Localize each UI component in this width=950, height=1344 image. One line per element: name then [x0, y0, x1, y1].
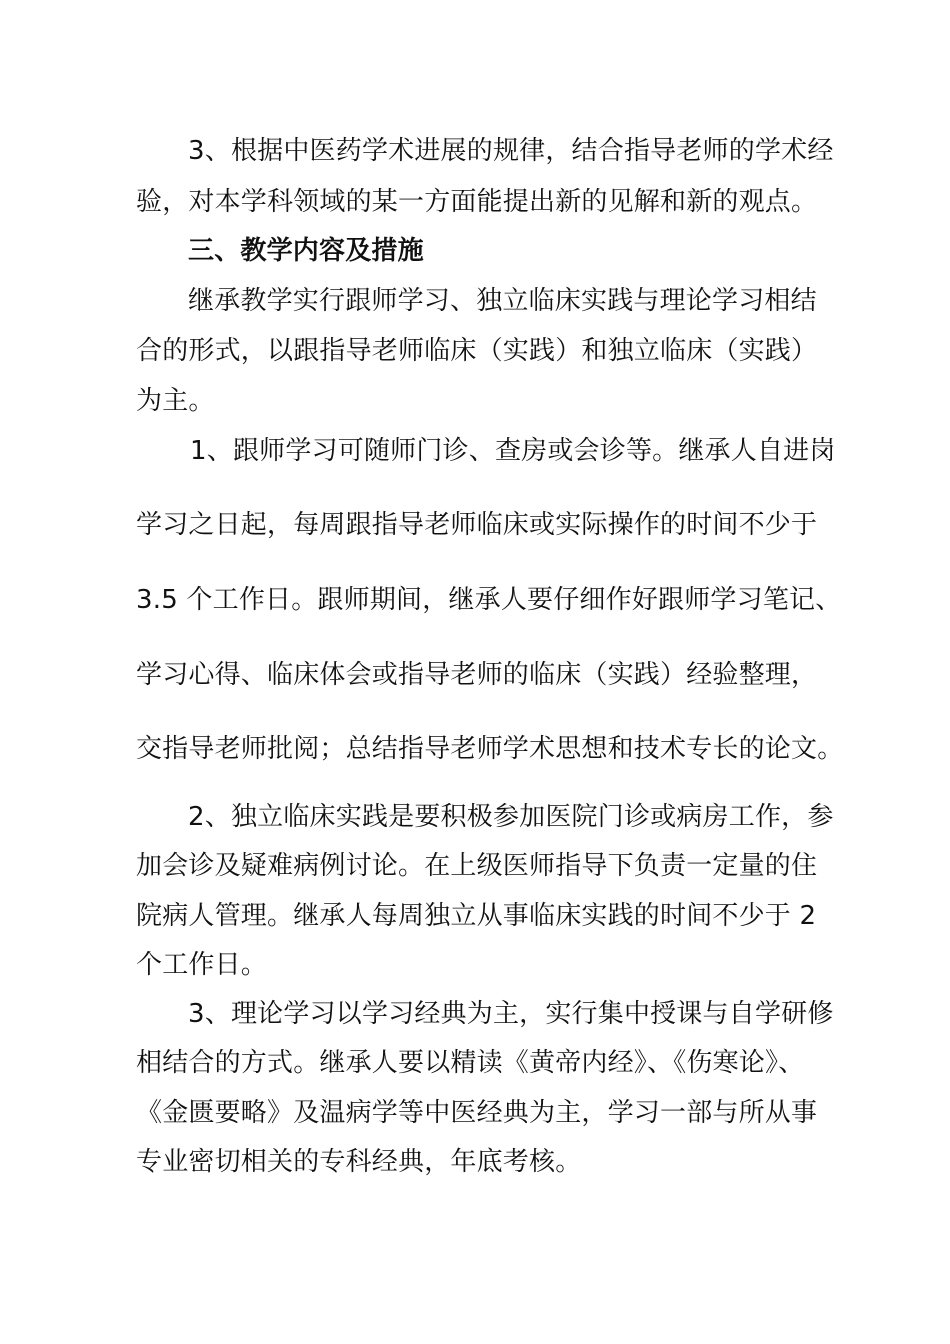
- item-3-line-2: 相结合的方式。继承人要以精读《黄帝内经》、《伤寒论》、: [136, 1048, 805, 1078]
- item-1-line-2: 学习之日起，每周跟指导老师临床或实际操作的时间不少于: [136, 510, 818, 540]
- item-1-line-5: 交指导老师批阅；总结指导老师学术思想和技术专长的论文。: [136, 734, 844, 764]
- item-3-line-3: 《金匮要略》及温病学等中医经典为主，学习一部与所从事: [136, 1098, 818, 1128]
- item-3-line-4: 专业密切相关的专科经典，年底考核。: [136, 1147, 582, 1177]
- intro-line-1: 继承教学实行跟师学习、独立临床实践与理论学习相结: [188, 286, 817, 316]
- item-1-line-3: 3.5 个工作日。跟师期间，继承人要仔细作好跟师学习笔记、: [136, 585, 842, 615]
- item-1-line-1: 1、跟师学习可随师门诊、查房或会诊等。继承人自进岗: [190, 436, 836, 466]
- section-heading: 三、教学内容及措施: [188, 236, 424, 266]
- item-1-line-4: 学习心得、临床体会或指导老师的临床（实践）经验整理，: [136, 660, 818, 690]
- intro-line-3: 为主。: [136, 386, 215, 416]
- item-2-line-4: 个工作日。: [136, 950, 268, 980]
- item-2-line-2: 加会诊及疑难病例讨论。在上级医师指导下负责一定量的住: [136, 851, 818, 881]
- item-3-line-1: 3、理论学习以学习经典为主，实行集中授课与自学研修: [188, 999, 834, 1029]
- intro-line-2: 合的形式，以跟指导老师临床（实践）和独立临床（实践）: [136, 336, 818, 366]
- item-2-line-3: 院病人管理。继承人每周独立从事临床实践的时间不少于 2: [136, 901, 817, 931]
- item-2-line-1: 2、独立临床实践是要积极参加医院门诊或病房工作，参: [188, 802, 834, 832]
- paragraph-3-line-2: 验，对本学科领域的某一方面能提出新的见解和新的观点。: [136, 187, 818, 217]
- paragraph-3-line-1: 3、根据中医药学术进展的规律，结合指导老师的学术经: [188, 136, 834, 166]
